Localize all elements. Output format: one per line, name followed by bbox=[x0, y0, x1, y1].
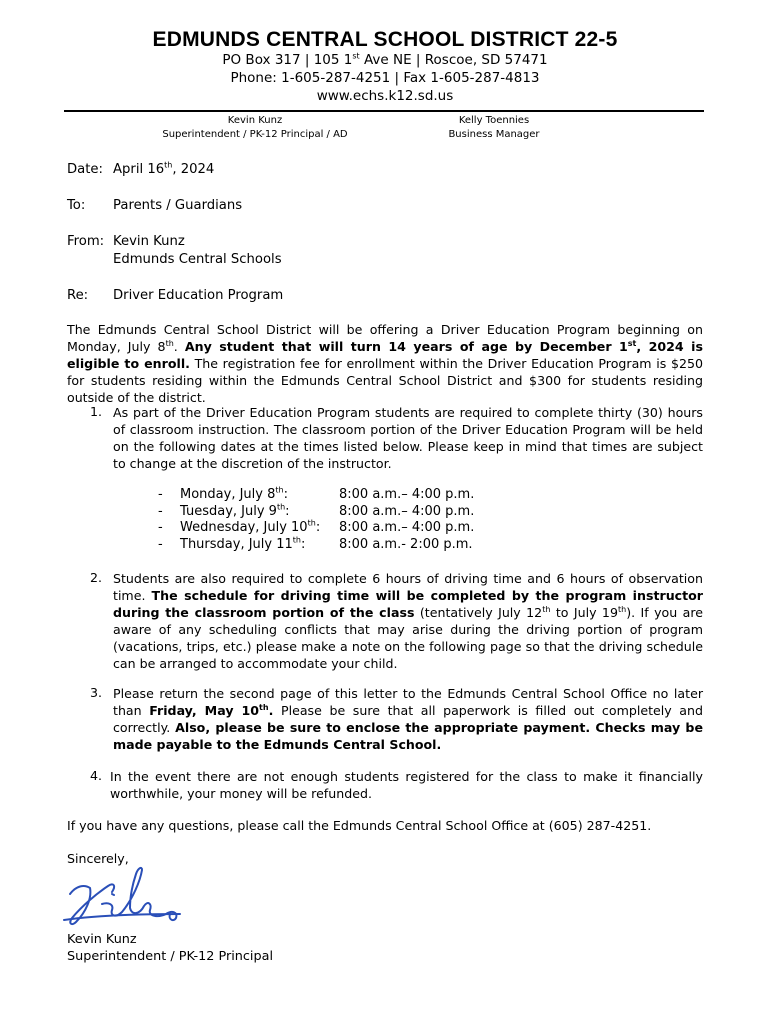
date-value: April 16th, 2024 bbox=[113, 160, 215, 177]
signer-title: Superintendent / PK-12 Principal bbox=[67, 949, 273, 964]
schedule-time: 8:00 a.m.– 4:00 p.m. bbox=[339, 487, 475, 502]
from-org: Edmunds Central Schools bbox=[113, 252, 282, 267]
district-website: www.echs.k12.sd.us bbox=[316, 88, 454, 104]
schedule-day: Thursday, July 11th: bbox=[180, 535, 306, 552]
sincerely: Sincerely, bbox=[67, 851, 129, 866]
bullet-dash: - bbox=[158, 536, 163, 552]
schedule-day: Monday, July 8th: bbox=[180, 485, 288, 502]
schedule-row bbox=[158, 537, 498, 554]
item3-number: 3. bbox=[90, 685, 103, 700]
bullet-dash: - bbox=[158, 503, 163, 519]
district-address: PO Box 317 | 105 1st Ave NE | Roscoe, SD 57471 bbox=[222, 51, 548, 68]
superintendent-name: Kevin Kunz bbox=[227, 115, 283, 126]
questions-line: If you have any questions, please call the Edmunds Central School Office at (605) 287-4251. bbox=[67, 818, 652, 833]
schedule-day: Tuesday, July 9th: bbox=[180, 502, 290, 519]
schedule-list bbox=[158, 487, 498, 553]
re-value: Driver Education Program bbox=[113, 288, 284, 303]
bullet-dash: - bbox=[158, 520, 163, 536]
date-label: Date: bbox=[67, 162, 103, 177]
intro-paragraph: The Edmunds Central School District will be offering a Driver Education Program beginning on Monday, July 8th. Any student that will turn 14 years of age by December 1st, 2024 is eligible to enroll. The registration fee for enrollment within the Driver Education Program is $250 for students residing within the Edmunds Central School District and $300 for students residing outside of the district. bbox=[67, 322, 703, 405]
business-manager-title: Business Manager bbox=[448, 129, 540, 140]
signer-name: Kevin Kunz bbox=[67, 932, 137, 947]
header-rule bbox=[64, 110, 704, 112]
schedule-day: Wednesday, July 10th: bbox=[180, 518, 321, 536]
schedule-time: 8:00 a.m.- 2:00 p.m. bbox=[339, 536, 473, 552]
district-phone: Phone: 1-605-287-4251 | Fax 1-605-287-4813 bbox=[230, 70, 540, 86]
from-label: From: bbox=[67, 234, 105, 249]
business-manager-name: Kelly Toennies bbox=[458, 115, 530, 126]
item2-number: 2. bbox=[90, 570, 103, 585]
from-name: Kevin Kunz bbox=[113, 234, 185, 249]
to-label: To: bbox=[67, 198, 86, 213]
item3-text: Please return the second page of this letter to the Edmunds Central School Office no later than Friday, May 10th. Please be sure that all paperwork is filled out completely and correctly. Also, please be sure to enclose the appropriate payment. Checks may be made payable to the Edmunds Central School. bbox=[113, 686, 704, 752]
item4-text: In the event there are not enough students registered for the class to make it financially worthwhile, your money will be refunded. bbox=[110, 769, 703, 801]
item1-text: As part of the Driver Education Program students are required to complete thirty (30) hours of classroom instruction. The classroom portion of the Driver Education Program will be held on the following dates at the times listed below. Please keep in mind that times are subject to change at the discretion of the instructor. bbox=[113, 405, 703, 471]
schedule-time: 8:00 a.m.– 4:00 p.m. bbox=[339, 520, 475, 536]
item1-number: 1. bbox=[90, 404, 103, 419]
schedule-row bbox=[158, 504, 498, 521]
district-title: EDMUNDS CENTRAL SCHOOL DISTRICT 22-5 bbox=[152, 28, 618, 51]
re-label: Re: bbox=[67, 288, 89, 303]
signature-image bbox=[62, 864, 192, 932]
bullet-dash: - bbox=[158, 487, 163, 502]
schedule-row bbox=[158, 520, 498, 537]
superintendent-title: Superintendent / PK-12 Principal / AD bbox=[162, 129, 348, 140]
schedule-row bbox=[158, 487, 498, 504]
schedule-time: 8:00 a.m.– 4:00 p.m. bbox=[339, 503, 475, 519]
to-value: Parents / Guardians bbox=[113, 198, 243, 213]
item2-text: Students are also required to complete 6 hours of driving time and 6 hours of observation time. The schedule for driving time will be completed by the program instructor during the classroom portion of the class (tentatively July 12th to July 19th). If you are aware of any scheduling conflicts that may arise during the driving portion of program (vacations, trips, etc.) please make a note on the following page so that the driving schedule can be arranged to accommodate your child. bbox=[113, 571, 704, 671]
item4-number: 4. bbox=[90, 768, 103, 783]
